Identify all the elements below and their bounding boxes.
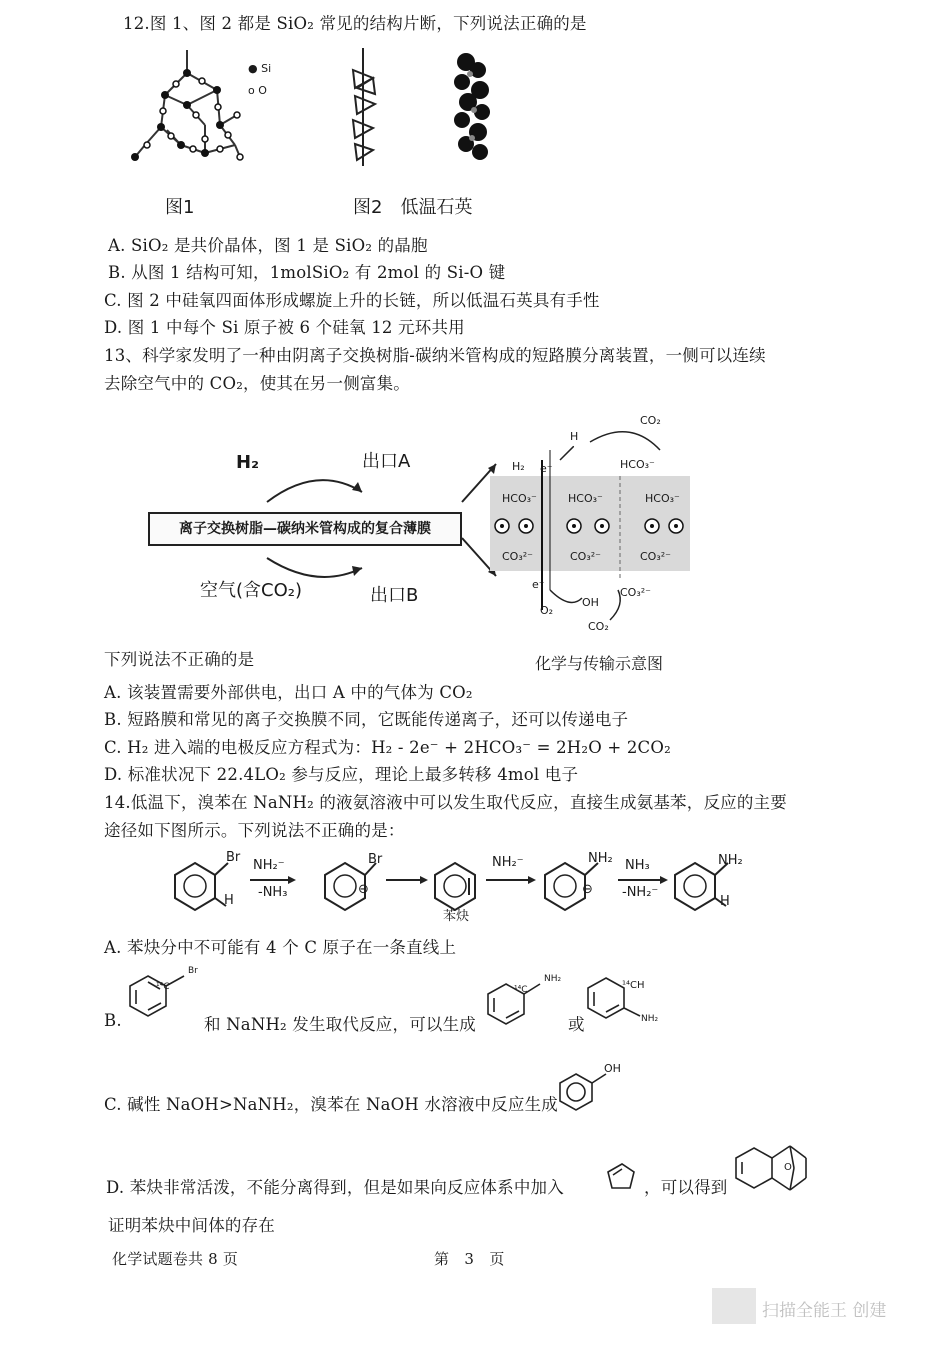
b-ch14-label: ¹⁴CH (622, 980, 645, 991)
schem-oh: OH (582, 596, 599, 609)
scheme-carbanion-1: ⊖ (358, 882, 369, 897)
watermark-qr-icon (712, 1288, 756, 1324)
scheme-br-2: Br (368, 852, 383, 867)
b-br-label: Br (188, 966, 198, 976)
q14-option-b-or: 或 (568, 1015, 585, 1034)
quartz-tetrahedra-figure (345, 48, 385, 166)
q12-option-d: D. 图 1 中每个 Si 原子被 6 个硅氧 12 元环共用 (104, 318, 465, 337)
diagram-title: 化学与传输示意图 (535, 654, 664, 673)
air-inlet-label: 空气(含CO₂) (200, 580, 302, 601)
q14-option-b-text: 和 NaNH₂ 发生取代反应，可以生成 (204, 1015, 477, 1034)
q14-option-a: A. 苯炔分中不可能有 4 个 C 原子在一条直线上 (104, 938, 457, 957)
oxabicyclic-product-structure (732, 1140, 822, 1198)
c-oh-label: OH (604, 1062, 621, 1075)
schem-co3-1: CO₃²⁻ (502, 550, 533, 563)
scheme-byproduct-2: -NH₂⁻ (622, 885, 659, 900)
q14-option-c: C. 碱性 NaOH>NaNH₂，溴苯在 NaOH 水溶液中反应生成 (104, 1095, 558, 1114)
q13-option-c: C. H₂ 进入端的电极反应方程式为：H₂ - 2e⁻ + 2HCO₃⁻ = 2H₂O + 2CO₂ (104, 738, 671, 757)
q13-stem-line1: 13、科学家发明了一种由阴离子交换树脂-碳纳米管构成的短路膜分离装置，一侧可以连续 (104, 346, 766, 365)
furan-structure (602, 1160, 642, 1194)
schem-h-top: H (570, 430, 579, 443)
footer-page-number: 第 3 页 (434, 1250, 505, 1268)
schem-co3-bottom: CO₃²⁻ (620, 586, 651, 599)
q13-option-d: D. 标准状况下 22.4LO₂ 参与反应，理论上最多转移 4mol 电子 (104, 765, 579, 784)
legend-o: o O (248, 84, 267, 97)
schem-co2-top: CO₂ (640, 414, 661, 427)
composite-membrane: 离子交换树脂—碳纳米管构成的复合薄膜 (148, 512, 462, 546)
schem-co3-3: CO₃²⁻ (640, 550, 671, 563)
flow-arrow-top (262, 470, 372, 510)
q13-stem-line2: 去除空气中的 CO₂，使其在另一侧富集。 (104, 374, 411, 393)
schem-o2: O₂ (540, 604, 554, 617)
d-o-label: O (784, 1162, 792, 1173)
b-c14-label-1: ¹⁴C (156, 982, 170, 992)
schem-e-bottom: e⁻ (532, 578, 545, 591)
scheme-reagent-1: NH₂⁻ (253, 858, 285, 873)
q12-option-a: A. SiO₂ 是共价晶体，图 1 是 SiO₂ 的晶胞 (108, 236, 428, 255)
schem-co3-2: CO₃²⁻ (570, 550, 601, 563)
outlet-a-label: 出口A (362, 451, 411, 472)
scheme-carbanion-2: ⊖ (582, 882, 593, 897)
scheme-br-1: Br (226, 850, 241, 865)
b-c14-label-2: ¹⁴C (514, 985, 528, 995)
fig1-caption: 图1 (165, 197, 195, 218)
scheme-byproduct-1: -NH₃ (258, 885, 288, 900)
fig2-caption: 图2 低温石英 (353, 197, 473, 218)
b-nh2-label-1: NH₂ (544, 974, 562, 984)
benzyne-label: 苯炔 (443, 909, 470, 924)
q14-option-d-mid: ，可以得到 (644, 1178, 728, 1197)
scheme-h-1: H (224, 893, 234, 908)
q13-option-a: A. 该装置需要外部供电，出口 A 中的气体为 CO₂ (104, 683, 473, 702)
q13-prompt: 下列说法不正确的是 (104, 650, 255, 669)
schem-hco3-1: HCO₃⁻ (502, 492, 537, 505)
legend-si: ● Si (248, 62, 272, 75)
q14-stem-line2: 途径如下图所示。下列说法不正确的是： (104, 821, 405, 840)
q12-stem: 12.图 1、图 2 都是 SiO₂ 常见的结构片断，下列说法正确的是 (123, 14, 587, 33)
q13-option-b: B. 短路膜和常见的离子交换膜不同，它既能传递离子，还可以传递电子 (104, 710, 629, 729)
scheme-reagent-2: NH₂⁻ (492, 855, 524, 870)
schem-e-top: e⁻ (540, 462, 553, 475)
watermark-text: 扫描全能王 创建 (762, 1301, 887, 1321)
outlet-b-label: 出口B (370, 585, 419, 606)
scheme-nh2-2: NH₂ (718, 853, 743, 868)
q14-stem-line1: 14.低温下，溴苯在 NaNH₂ 的液氨溶液中可以发生取代反应，直接生成氨基苯，反应的主要 (104, 793, 787, 812)
q14-option-d-line1: D. 苯炔非常活泼，不能分离得到，但是如果向反应体系中加入 (106, 1178, 564, 1197)
schem-hco3-2: HCO₃⁻ (568, 492, 603, 505)
b-nh2-label-2: NH₂ (641, 1014, 659, 1024)
schem-h2-left: H₂ (512, 460, 525, 473)
schem-hco3-top: HCO₃⁻ (620, 458, 655, 471)
schem-hco3-3: HCO₃⁻ (645, 492, 680, 505)
footer-page-count: 化学试题卷共 8 页 (112, 1250, 239, 1268)
quartz-spacefill-figure (448, 52, 498, 162)
scheme-nh2-1: NH₂ (588, 851, 613, 866)
scheme-reagent-3: NH₃ (625, 858, 650, 873)
q14-option-b-label: B. (104, 1011, 122, 1030)
scheme-h-2: H (720, 894, 730, 909)
q12-option-c: C. 图 2 中硅氧四面体形成螺旋上升的长链，所以低温石英具有手性 (104, 291, 600, 310)
h2-inlet-label: H₂ (236, 452, 259, 473)
q12-option-b: B. 从图 1 结构可知，1molSiO₂ 有 2mol 的 Si-O 键 (108, 263, 506, 282)
q14-option-d-line2: 证明苯炔中间体的存在 (108, 1216, 275, 1235)
schem-co2-bottom: CO₂ (588, 620, 609, 633)
